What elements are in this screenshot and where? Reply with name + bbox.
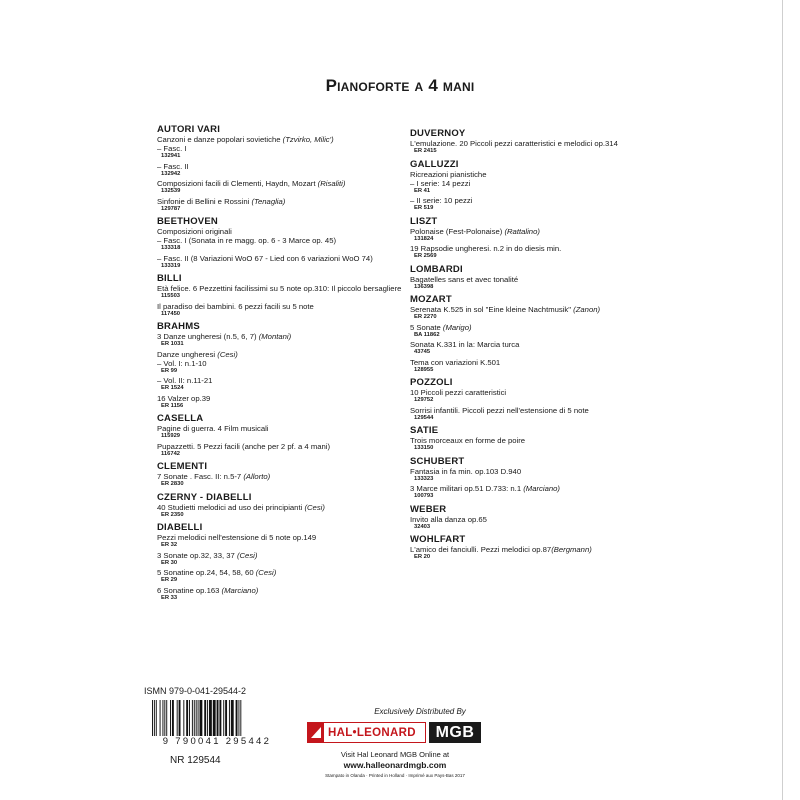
catalog-number: NR 129544 [170,755,221,766]
barcode-bar [236,700,238,740]
catalog-code: 132942 [161,170,181,177]
work-text: Il paradiso dei bambini. 6 pezzi facili su 5 note [157,301,314,311]
work-title [410,358,710,367]
composer-heading: DIABELLI [157,522,203,533]
catalog-code: ER 2270 [414,314,437,320]
hal-leonard-mark-icon [308,723,324,742]
work-editor: (Rattalino) [504,226,540,236]
page-title: Pianoforte a 4 mani [325,76,475,95]
catalog-code: 116742 [161,450,181,457]
work-text: L'emulazione. 20 Piccoli pezzi caratteristici e melodici op.314 [410,139,618,148]
composer-heading: CLEMENTI [157,461,208,472]
work-title [157,503,417,512]
work-text: – Vol. I: n.1-10 [157,358,207,368]
work-text: – Vol. II: n.11-21 [157,376,213,385]
work-text: Canzoni e danze popolari sovietiche [157,135,283,144]
work-text: Età felice. 6 Pezzettini facilissimi su 5 note op.310: Il piccolo bersagliere [157,284,402,293]
work-text: – Fasc. I [157,144,187,153]
catalog-code: 117450 [161,310,181,317]
work-title [157,350,417,359]
catalog-code: 133323 [414,475,434,482]
work-editor: (Cesi) [304,502,325,512]
work-title [410,467,710,476]
catalog-code: 132539 [161,188,181,194]
work-title [157,227,417,236]
work-title [410,323,710,332]
catalog-code: ER 29 [161,577,178,583]
work-editor: (Marciano) [523,484,560,493]
work-title [157,332,417,341]
barcode-bar [156,700,157,740]
hal-leonard-badge [307,722,426,743]
composer-heading: POZZOLI [410,377,453,388]
work-title [410,244,710,253]
work-text: 19 Rapsodie ungheresi. n.2 in do diesis min. [410,244,562,253]
work-editor: (Montani) [258,332,292,341]
distributed-by-text: Exclusively Distributed By [374,707,466,716]
website-url[interactable]: www.halleonardmgb.com [343,760,447,770]
catalog-code: 128955 [414,366,434,373]
barcode-bar [198,700,199,740]
work-text: Polonaise (Fest-Polonaise) [410,226,505,236]
work-text: 5 Sonate [410,322,443,332]
work-title [410,275,710,284]
work-text: 3 Sonate op.32, 33, 37 [157,550,237,560]
work-title [157,359,417,368]
work-text: Pagine di guerra. 4 Film musicali [157,424,269,433]
catalog-code: 133150 [414,445,434,451]
work-text: 5 Sonatine op.24, 54, 58, 60 [157,568,256,577]
barcode-bar [238,700,239,740]
barcode-bar [207,700,208,740]
work-title [157,197,417,206]
work-title [157,302,417,311]
work-text: – Fasc. II (8 Variazioni WoO 67 - Lied con 6 variazioni WoO 74) [157,253,373,263]
work-title [410,196,710,205]
work-text: 16 Valzer op.39 [157,393,211,403]
composer-heading: AUTORI VARI [157,124,221,135]
catalog-code: ER 33 [161,594,178,601]
work-text: 10 Piccoli pezzi caratteristici [410,388,507,397]
work-title [157,533,417,542]
barcode-bar [183,700,184,740]
catalog-code: 129544 [414,414,434,421]
visit-text: Visit Hal Leonard MGB Online at [340,750,450,759]
work-title [410,305,710,314]
barcode-bar [219,700,221,740]
work-title [157,376,417,385]
catalog-code: BA 11862 [414,331,440,338]
catalog-code: 129752 [414,397,434,403]
composer-heading: LISZT [410,215,438,227]
work-text: – Fasc. I (Sonata in re magg. op. 6 - 3 Marce op. 45) [157,236,337,245]
barcode-bar [164,700,165,740]
barcode-bar [229,700,230,740]
work-text: Serenata K.525 in sol "Eine kleine Nachtmusik" [410,305,574,314]
catalog-code: 133318 [161,245,181,251]
work-editor: (Bergmann) [551,545,592,554]
work-title [157,424,417,433]
catalog-code: 100793 [414,493,434,499]
catalog-code: ER 2350 [161,511,184,518]
catalog-code: ER 99 [161,367,178,374]
work-text: Trois morceaux en forme de poire [410,436,526,445]
work-editor: (Cesi) [217,349,238,359]
work-editor: (Cesi) [236,550,258,560]
catalog-code: 115929 [161,433,181,439]
barcode-bar [177,700,178,740]
composer-heading: CASELLA [157,413,204,424]
printed-in-text: Stampato in Olanda · Printed in Holland · Imprimé aux Pays-Bas 2017 [325,773,465,778]
work-text: Ricreazioni pianistiche [410,169,487,179]
work-title [410,388,710,397]
work-title [157,144,417,153]
work-text: 3 Danze ungheresi (n.5, 6, 7) [157,332,259,341]
work-text: Composizioni facili di Clementi, Haydn, Mozart [157,179,318,188]
work-title [157,568,417,577]
work-title [157,284,417,293]
catalog-code: ER 1031 [161,341,184,347]
barcode-bar [204,700,206,740]
barcode-bar [189,700,190,740]
work-text: Tema con variazioni K.501 [410,357,501,367]
work-text: Bagatelles sans et avec tonalité [410,274,519,284]
work-title [157,236,417,245]
barcode-bar [152,700,153,740]
work-title [410,227,710,236]
catalog-code: 131824 [414,235,434,242]
work-text: – Fasc. II [157,161,189,171]
catalog-code: ER 30 [161,559,178,566]
work-title [157,179,417,188]
barcode-bar [162,700,163,740]
barcode-bar [213,700,216,740]
work-editor: (Tenaglia) [251,196,286,206]
catalog-code: ER 2415 [414,148,437,154]
work-text: – I serie: 14 pezzi [410,178,471,188]
work-editor: (Zanon) [573,305,601,314]
composer-heading: CZERNY - DIABELLI [157,491,252,503]
work-editor: (Marciano) [221,585,259,595]
work-title [157,586,417,595]
work-text: Composizioni originali [157,227,232,236]
barcode-bar [225,700,227,740]
composer-heading: SATIE [410,425,439,436]
work-editor: (Tzvirko, Milic') [282,135,334,144]
barcode-bar [217,700,219,740]
catalog-code: 136398 [414,283,434,290]
logo-text: HAL•LEONARD [328,726,416,739]
barcode-bar [240,700,241,740]
work-text: Invito alla danza op.65 [410,514,487,524]
catalog-code: ER 2569 [414,253,437,259]
composer-heading: BILLI [157,273,182,284]
logo-mgb: MGB [429,722,481,743]
work-text: 3 Marce militari op.51 D.733: n.1 [410,484,524,493]
work-editor: (Marigo) [442,322,472,332]
work-title [157,442,417,451]
composer-heading: WOHLFART [410,534,466,545]
barcode-bar [196,700,197,740]
barcode-bar [231,700,234,740]
work-title [410,515,710,524]
barcode-bar [154,700,155,740]
catalog-code: 129787 [161,205,181,212]
barcode-bar [179,700,181,740]
work-text: Pezzi melodici nell'estensione di 5 note op.149 [157,533,317,542]
work-text: – II serie: 10 pezzi [410,196,473,205]
work-title [410,179,710,188]
composer-heading: SCHUBERT [410,455,465,467]
barcode-bar [209,700,212,740]
composer-heading: LOMBARDI [410,263,463,275]
catalog-code: 115503 [161,293,181,299]
composer-heading: WEBER [410,503,447,515]
barcode-bar [186,700,188,740]
work-text: 40 Studietti melodici ad uso dei principianti [157,502,305,512]
right-column [410,125,710,563]
work-title [410,545,710,554]
work-text: 7 Sonate . Fasc. II: n.5-7 [157,472,244,481]
catalog-code: 43745 [414,349,431,355]
work-title [157,394,417,403]
barcode-bar [194,700,195,740]
work-title [410,139,710,148]
barcode-bar [170,700,171,740]
work-editor: (Allorto) [243,472,271,481]
catalog-code: ER 2830 [161,481,184,487]
barcode-bar [172,700,174,740]
hal-leonard-mgb-logo [307,720,482,745]
work-title [410,170,710,179]
catalog-code: ER 1524 [161,385,184,391]
barcode-bar [160,700,161,740]
catalog-code: ER 20 [414,554,431,560]
work-title [157,254,417,263]
barcode-bar [192,700,193,740]
barcode-bar [166,700,167,740]
work-title [410,340,710,349]
composer-heading: MOZART [410,294,452,305]
catalog-code: ER 519 [414,205,434,211]
work-title [410,406,710,415]
work-text: Pupazzetti. 5 Pezzi facili (anche per 2 pf. a 4 mani) [157,441,331,451]
work-title [410,436,710,445]
work-title [157,551,417,560]
page-edge [782,0,783,800]
left-column [157,121,417,603]
barcode-bar [223,700,224,740]
work-title [157,135,417,144]
catalog-code: 32403 [414,523,431,530]
work-text: Danze ungheresi [157,349,218,359]
catalog-code: 132941 [161,153,181,159]
composer-heading: DUVERNOY [410,128,466,139]
catalog-code: ER 41 [414,187,431,194]
barcode-bar [200,700,203,740]
work-text: 6 Sonatine op.163 [157,585,222,595]
work-text: L'amico dei fanciulli. Pezzi melodici op.87 [410,545,552,554]
work-title [157,162,417,171]
work-editor: (Cesi) [255,568,277,577]
work-text: Sinfonie di Bellini e Rossini [157,196,252,206]
composer-heading: BRAHMS [157,321,200,332]
ismn-code: ISMN 979-0-041-29544-2 [144,686,247,696]
catalog-code: ER 32 [161,542,178,548]
work-title [157,472,417,481]
work-text: Sonata K.331 in la: Marcia turca [410,340,520,349]
catalog-code: ER 1156 [161,402,184,409]
composer-heading: BEETHOVEN [157,216,218,227]
work-title [410,484,710,493]
barcode-digits: 9 790041 295442 [144,736,290,747]
composer-heading: GALLUZZI [410,158,459,170]
work-editor: (Risaliti) [317,179,346,188]
work-text: Fantasia in fa min. op.103 D.940 [410,466,522,476]
work-text: Sorrisi infantili. Piccoli pezzi nell'estensione di 5 note [410,405,589,415]
catalog-code: 133319 [161,262,181,269]
